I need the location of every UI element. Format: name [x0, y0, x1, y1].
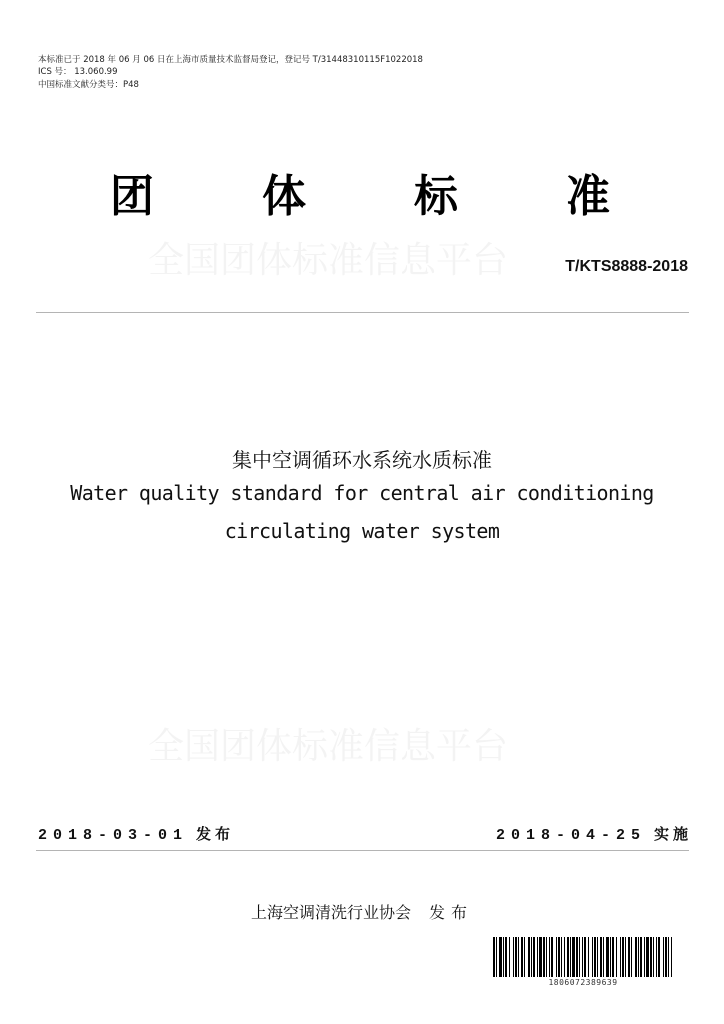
heading-char: 准 — [566, 171, 610, 222]
title-english-line2: circulating water system — [224, 519, 500, 543]
heading-char: 体 — [262, 171, 306, 222]
classification-number: 中国标准文献分类号：P48 — [38, 80, 139, 90]
heading-char: 标 — [414, 171, 458, 222]
publish-date: 2018-03-01 — [38, 827, 189, 844]
bottom-divider — [36, 850, 689, 851]
ics-number: ICS 号： 13.060.99 — [38, 67, 118, 77]
publish-label: 发布 — [196, 825, 235, 843]
registration-line: 本标准已于 2018 年 06 月 06 日在上海市质量技术监督局登记，登记号 T/31448310115F1022018 — [38, 55, 423, 65]
heading-char: 团 — [110, 171, 154, 222]
publisher-verb: 发布 — [429, 903, 474, 922]
implement-date-block — [496, 823, 692, 844]
publisher-name: 上海空调清洗行业协会 — [250, 903, 411, 922]
title-english-line1: Water quality standard for central air conditioning — [70, 481, 654, 505]
publish-date-block — [38, 823, 234, 844]
publisher-line — [0, 900, 724, 923]
barcode-icon — [493, 937, 673, 977]
watermark-upper: 全国团体标准信息平台 — [148, 240, 509, 281]
title-chinese: 集中空调循环水系统水质标准 — [232, 448, 492, 472]
document-type-heading — [110, 166, 610, 222]
barcode-number: 1806072389639 — [548, 978, 618, 987]
implement-date: 2018-04-25 — [495, 827, 646, 844]
watermark-lower: 全国团体标准信息平台 — [148, 726, 509, 767]
top-divider — [36, 312, 689, 313]
implement-label: 实施 — [653, 825, 692, 843]
standard-number: T/KTS8888-2018 — [565, 258, 688, 275]
